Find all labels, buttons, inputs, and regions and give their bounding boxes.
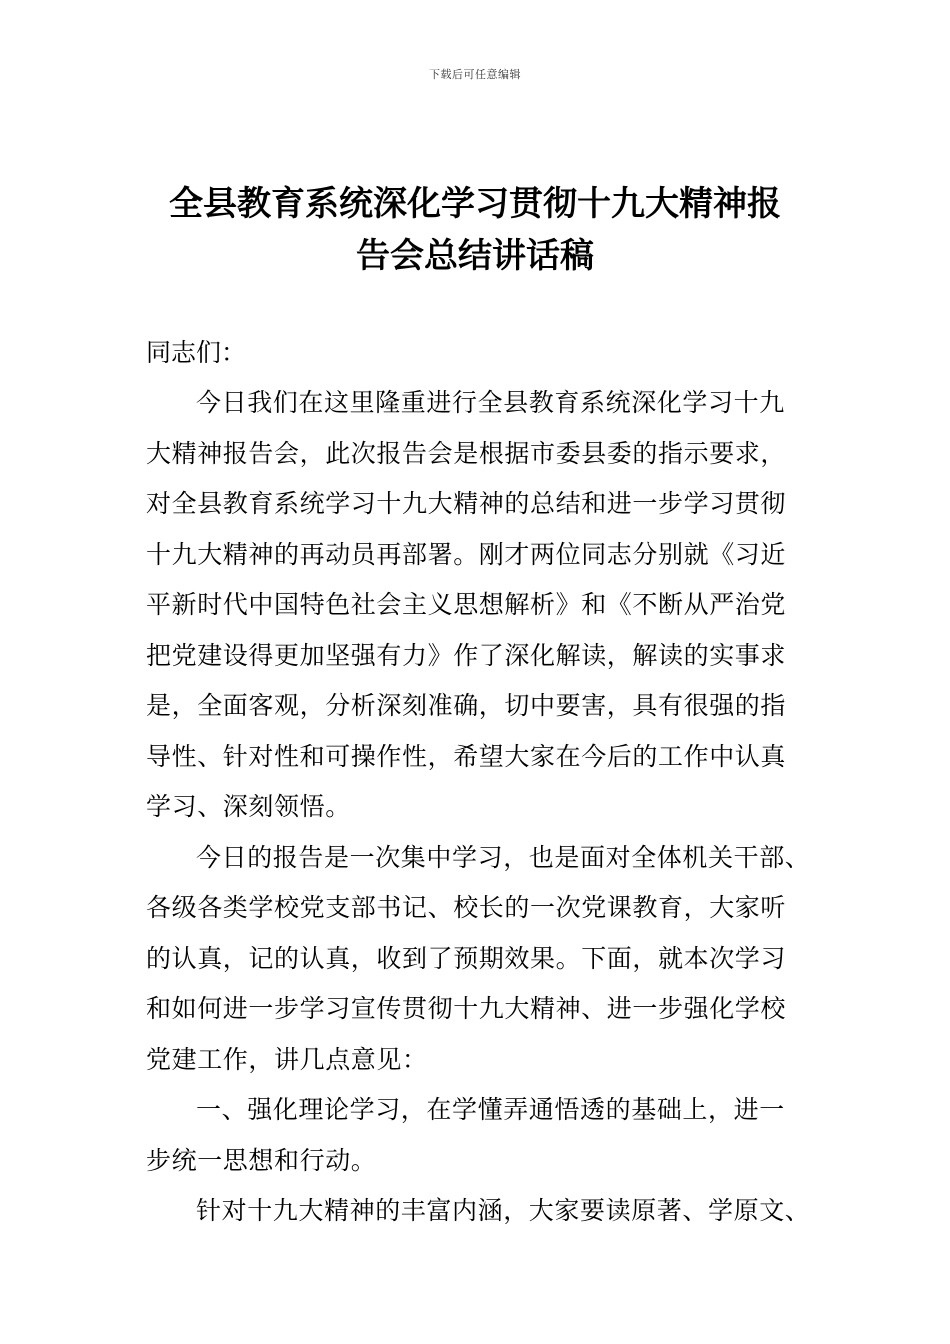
title-line-1: 全县教育系统深化学习贯彻十九大精神报 [169, 184, 781, 224]
text-line: 对全县教育系统学习十九大精神的总结和进一步学习贯彻 [146, 489, 787, 518]
document-title [120, 178, 830, 282]
text-line: 和如何进一步学习宣传贯彻十九大精神、进一步强化学校 [146, 994, 787, 1023]
text-line: 一、强化理论学习，在学懂弄通悟透的基础上，进一 [196, 1095, 785, 1124]
salutation: 同志们： [146, 338, 247, 367]
paragraph-4 [146, 1186, 816, 1237]
title-line-2: 告会总结讲话稿 [356, 236, 594, 276]
text-line: 各级各类学校党支部书记、校长的一次党课教育，大家听 [146, 893, 787, 922]
text-line: 十九大精神的再动员再部署。刚才两位同志分别就《习近 [146, 539, 787, 569]
document-body [146, 328, 816, 1237]
text-line: 今日我们在这里隆重进行全县教育系统深化学习十九 [196, 388, 785, 417]
text-line: 步统一思想和行动。 [146, 1145, 377, 1175]
text-line: 学习、深刻领悟。 [146, 792, 351, 821]
text-line: 今日的报告是一次集中学习，也是面对全体机关干部、 [196, 842, 811, 872]
text-line: 的认真，记的认真，收到了预期效果。下面，就本次学习 [146, 943, 787, 973]
paragraph-2 [146, 833, 816, 1086]
text-line: 平新时代中国特色社会主义思想解析》和《不断从严治党 [146, 590, 787, 619]
paragraph-1 [146, 378, 816, 833]
text-line: 是，全面客观，分析深刻准确，切中要害，具有很强的指 [146, 691, 787, 720]
text-line: 针对十九大精神的丰富内涵，大家要读原著、学原文、 [196, 1196, 811, 1225]
text-line: 导性、针对性和可操作性，希望大家在今后的工作中认真 [146, 741, 787, 771]
text-line: 把党建设得更加坚强有力》作了深化解读，解读的实事求 [146, 640, 787, 670]
text-line: 大精神报告会，此次报告会是根据市委县委的指示要求， [146, 438, 787, 468]
page-header-note: 下载后可任意编辑 [429, 68, 521, 81]
paragraph-3-heading [146, 1085, 816, 1186]
text-line: 党建工作，讲几点意见： [146, 1044, 428, 1074]
